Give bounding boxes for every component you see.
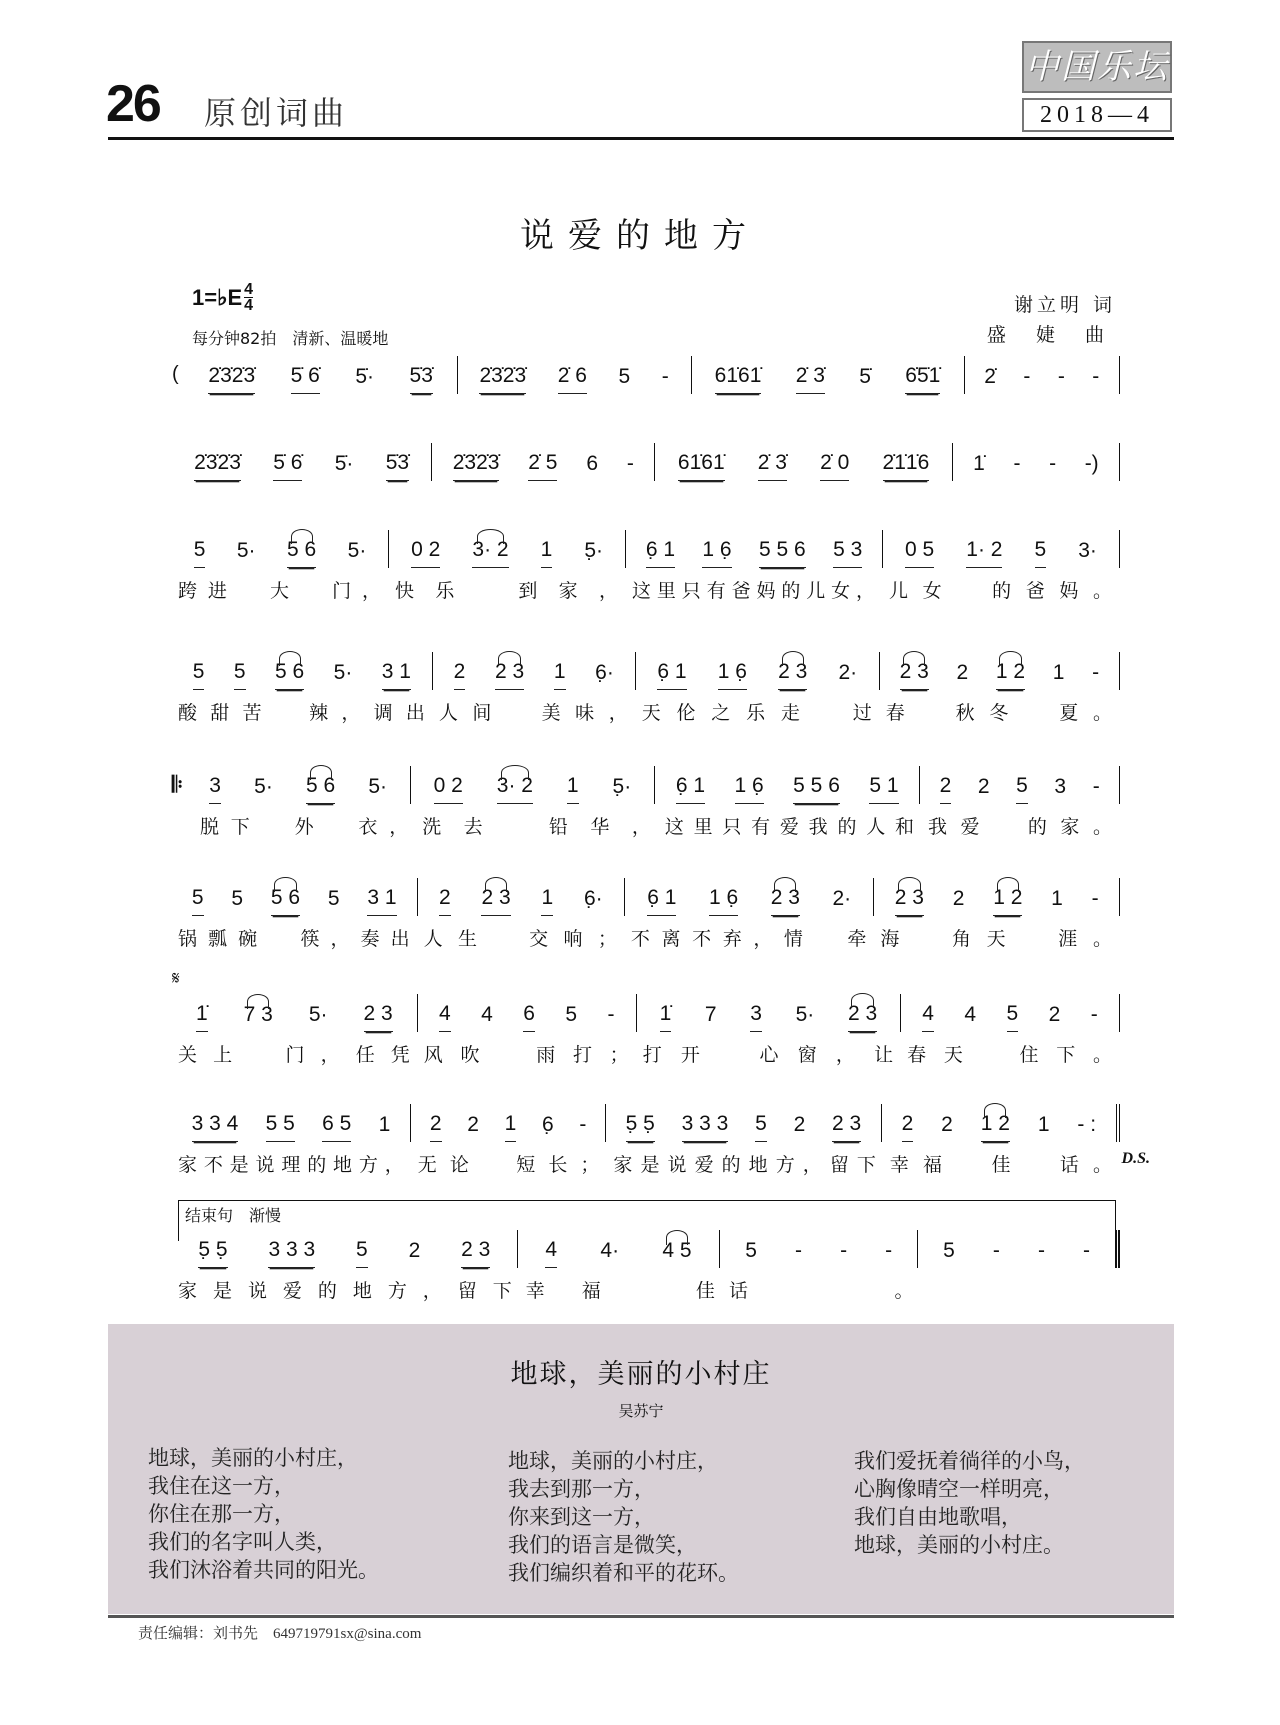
note: 5̣ 5̣: [626, 1113, 655, 1142]
note: -: [1023, 365, 1031, 388]
note: 6̣ 1: [646, 539, 675, 568]
note: 5: [192, 887, 204, 916]
time-bottom: 4: [244, 297, 254, 314]
note: 5·: [347, 539, 367, 562]
note: 7: [704, 1003, 717, 1026]
note: 5·: [368, 775, 388, 798]
note: 6̣·: [595, 661, 614, 684]
measure: [172, 652, 433, 690]
poem-line: 地球，美丽的小村庄。: [854, 1533, 1064, 1557]
lyrics-line: [172, 698, 1120, 728]
note: 5 5 6: [793, 775, 840, 804]
note: 5: [356, 1239, 368, 1268]
note: 5 6: [287, 539, 316, 568]
note: 5·: [308, 1003, 328, 1026]
note: 5: [745, 1239, 757, 1262]
note: 3 1: [382, 661, 411, 690]
measure-lyrics: 春 秋冬 夏。: [885, 702, 1115, 724]
measure: [965, 356, 1120, 394]
note: 6: [523, 1003, 535, 1032]
note: -: [661, 365, 669, 388]
note: 5: [1016, 775, 1028, 804]
score-row: [172, 968, 1120, 1070]
note: 6: [586, 452, 599, 475]
measure-lyrics: 这里只有爸妈的儿女，: [632, 580, 877, 602]
measure: [172, 530, 389, 568]
notes-line: [172, 766, 1120, 804]
note: 2̇ 3̇: [758, 452, 787, 481]
note: -: [1092, 365, 1100, 388]
dal-segno: D.S.: [1121, 1150, 1150, 1167]
measure-lyrics: 天伦之乐走 过: [641, 702, 874, 724]
note: 5: [943, 1239, 955, 1262]
measure: [882, 1104, 1120, 1142]
measure: [172, 443, 432, 481]
measure: [606, 1104, 881, 1142]
note: 5̣·: [584, 539, 604, 562]
note: 4: [545, 1239, 557, 1268]
measure: [185, 356, 458, 394]
note: 4 5: [662, 1240, 691, 1268]
lyric-spacer: [172, 402, 186, 432]
footer-rule: [108, 1615, 1174, 1618]
note: 2 3: [848, 1003, 877, 1032]
note: 1 6̣: [718, 661, 747, 690]
measure: [883, 530, 1120, 568]
note: 2: [952, 887, 965, 910]
note: 3: [209, 775, 221, 804]
note: 3 3 3: [268, 1239, 315, 1268]
note: 2: [956, 661, 969, 684]
note: 5̇·: [355, 365, 375, 388]
note: 2: [408, 1239, 421, 1262]
poem-line: 我们沐浴着共同的阳光。: [148, 1558, 379, 1582]
note: 5: [565, 1003, 578, 1026]
measure-lyrics: 幸福 佳: [525, 1280, 717, 1302]
note: -: [992, 1239, 1000, 1262]
note: 5 6: [275, 661, 304, 690]
note: -: [626, 452, 634, 475]
note: 5·: [236, 539, 256, 562]
header-rule: [108, 137, 1174, 140]
note: 5: [618, 365, 631, 388]
note: 5: [327, 887, 340, 910]
measure-lyrics: 人生 交响；: [423, 928, 619, 950]
measure-lyrics: 洗去 铅华，: [422, 816, 653, 838]
measure: [880, 652, 1120, 690]
note: 3·: [1078, 539, 1097, 562]
note: 1̇: [973, 452, 985, 475]
note: 0 2: [411, 539, 440, 568]
time-top: 4: [244, 281, 254, 298]
measure: [655, 766, 920, 804]
note: 3: [1054, 775, 1067, 798]
note: 1· 2: [966, 539, 1002, 568]
note: 6̣·: [583, 887, 603, 910]
poem-line: 我们爱抚着徜徉的小鸟，: [854, 1449, 1085, 1473]
measure-lyrics: [692, 402, 965, 432]
measure: [172, 1104, 411, 1142]
note: 2·: [832, 887, 852, 910]
composer-credit: 盛 婕 曲: [986, 324, 1116, 346]
measure-lyrics: 快乐 到家，: [395, 580, 621, 602]
note: 5·: [333, 661, 353, 684]
note: 3: [750, 1003, 762, 1032]
measure-lyrics: [965, 402, 1120, 432]
measure: [458, 356, 692, 394]
magazine-logo: 中国乐坛: [1022, 41, 1172, 93]
editor-credit: 责任编辑：刘书先 649719791sx@sina.com: [138, 1626, 422, 1642]
note: - :: [1077, 1113, 1097, 1136]
note: 1: [554, 661, 566, 690]
open-paren: (: [172, 363, 179, 385]
note: -: [1092, 775, 1100, 798]
measure-lyrics: 家不是说理的地方，: [178, 1154, 406, 1176]
measure-lyrics: [186, 402, 459, 432]
poem-line: 我去到那一方，: [508, 1477, 655, 1501]
note: 2: [1048, 1003, 1061, 1026]
note: 1 2: [981, 1113, 1010, 1142]
note: 2: [439, 887, 451, 916]
note: -: [1082, 1239, 1090, 1262]
note: 3· 2: [472, 539, 508, 568]
measure-lyrics: 家是说爱的地方，留下: [613, 1154, 878, 1176]
measure: [411, 1104, 606, 1142]
measure-lyrics: [432, 489, 655, 519]
measure-lyrics: 酸甜苦 辣，调出: [178, 702, 427, 724]
poem-line: 你住在那一方，: [148, 1502, 295, 1526]
measure: [411, 766, 656, 804]
song-title: 说爱的地方: [520, 216, 760, 256]
note: -: [1013, 452, 1021, 475]
measure: [432, 443, 655, 481]
notes-line: [172, 356, 1120, 394]
poem-column-3: [854, 1447, 1085, 1559]
note: 2: [454, 661, 466, 690]
lyricist-credit: 谢立明 词: [1013, 294, 1116, 316]
lyrics-line: [172, 1276, 1120, 1306]
note: 5: [1035, 539, 1047, 568]
poem-column-2: [508, 1447, 739, 1587]
poem-line: 我们自由地歌唱，: [854, 1505, 1022, 1529]
measure-lyrics: 脱下 外 衣，: [200, 816, 411, 838]
measure: [172, 878, 418, 916]
measure-lyrics: 春天 住下。: [907, 1044, 1114, 1066]
ending-bracket: [178, 1200, 1116, 1241]
measure-lyrics: 锅瓢碗 筷，奏出: [178, 928, 412, 950]
score-row: [172, 356, 1120, 432]
note: -: [1091, 887, 1099, 910]
note: 5̇: [859, 365, 871, 388]
lyrics-line: [172, 1040, 1120, 1070]
measure: [187, 766, 411, 804]
note: 2 3: [481, 887, 510, 916]
note: 3· 2: [497, 775, 533, 804]
measure: [637, 994, 901, 1032]
note: 1: [1051, 887, 1063, 910]
poem-author: 吴苏宁: [618, 1402, 664, 1420]
note: 2: [941, 1113, 953, 1136]
score-row: [172, 443, 1120, 519]
repeat-start-sign: 𝄆: [172, 772, 183, 797]
poem-line: 我住在这一方，: [148, 1474, 295, 1498]
measure-lyrics: 关上 门，任凭: [178, 1044, 412, 1066]
lyrics-line: [172, 489, 1120, 519]
note: -: [840, 1239, 848, 1262]
note: 5: [234, 661, 246, 690]
score-row: [172, 1230, 1120, 1306]
notes-line: [172, 530, 1120, 568]
note: -: [607, 1003, 615, 1026]
note: 2: [902, 1113, 914, 1142]
note: 5 5 6: [759, 539, 806, 568]
note: 2 3: [895, 887, 924, 916]
note: -: [885, 1239, 893, 1262]
measure-lyrics: 家是说爱的地方，留下: [178, 1280, 514, 1302]
note: 2 3: [461, 1239, 490, 1268]
note: 2: [940, 775, 952, 804]
measure: [953, 443, 1120, 481]
measure-lyrics: 这里只有爱我的人和: [664, 816, 916, 838]
measure-lyrics: 风吹 雨打；: [423, 1044, 631, 1066]
key-signature: [192, 282, 253, 313]
note: 7 3: [244, 1004, 273, 1032]
measure: [172, 994, 418, 1032]
measure-lyrics: 打开 心窗，让: [642, 1044, 896, 1066]
poem-line: 我们的名字叫人类，: [148, 1530, 337, 1554]
lyrics-line: [172, 924, 1120, 954]
measure-lyrics: 话。: [728, 1280, 916, 1302]
note: 2̇3̇2̇3̇: [208, 365, 255, 394]
note: -: [1090, 1003, 1098, 1026]
poem-line: 我们的语言是微笑，: [508, 1533, 697, 1557]
note: 0 2: [434, 775, 463, 804]
notes-line: [172, 443, 1120, 481]
note: -: [579, 1113, 587, 1136]
measure: [636, 652, 880, 690]
note: 2̇3̇2̇3̇: [479, 365, 526, 394]
segno-sign: 𝄋: [172, 968, 180, 989]
note: 2 3: [900, 661, 929, 690]
note: -: [1037, 1239, 1045, 1262]
note: 2̇ 0: [820, 452, 849, 481]
note: 5 5: [266, 1113, 295, 1142]
measure-lyrics: [953, 489, 1120, 519]
notes-line: [172, 968, 1120, 1032]
note: 1 2: [993, 887, 1022, 916]
key-label: 1=♭E: [192, 284, 243, 310]
note: -: [1092, 661, 1100, 684]
note: 2̇ 3̇: [796, 365, 825, 394]
note: 5̣·: [612, 775, 632, 798]
note: 2 3: [495, 661, 524, 690]
note: -): [1084, 452, 1099, 475]
note: 1 6̣: [702, 539, 731, 568]
note: 5: [755, 1113, 767, 1142]
note: 2 3: [771, 887, 800, 916]
time-signature: [244, 282, 253, 313]
measure: [418, 878, 625, 916]
measure-lyrics: 无论 短长；: [417, 1154, 602, 1176]
notes-line: [172, 878, 1120, 916]
note: 61̇61̇: [678, 452, 725, 481]
note: 5 1: [869, 775, 898, 804]
note: 1: [378, 1113, 391, 1136]
measure: [389, 530, 626, 568]
note: 2̇1̇1̇6: [883, 452, 930, 481]
note: 5·: [795, 1003, 815, 1026]
score-row: [172, 652, 1120, 728]
measure: [692, 356, 965, 394]
score-row: [172, 878, 1120, 954]
note: 2 3: [778, 661, 807, 690]
measure: [418, 994, 637, 1032]
poem-line: 我们编织着和平的花环。: [508, 1561, 739, 1585]
poem-title: 地球，美丽的小村庄: [510, 1359, 772, 1390]
note: 2: [793, 1113, 806, 1136]
note: 4: [481, 1003, 493, 1026]
lyric-spacer: [172, 812, 194, 842]
measure-lyrics: [921, 1276, 1120, 1306]
note: 6 5: [322, 1113, 351, 1142]
lyrics-line: [172, 812, 1120, 842]
ending-label: 结束句 渐慢: [185, 1206, 282, 1225]
note: 5̇3̇: [410, 365, 433, 394]
note: 5: [231, 887, 244, 910]
note: 5 6: [271, 887, 300, 916]
measure: [901, 994, 1120, 1032]
measure-lyrics: 人间 美味，: [438, 702, 630, 724]
measure-lyrics: 海 角天 涯。: [880, 928, 1114, 950]
note: 5: [193, 661, 205, 690]
note: 2̇ 5: [528, 452, 557, 481]
note: 5: [1007, 1003, 1019, 1032]
note: 1: [1052, 661, 1065, 684]
note: 5 6: [306, 775, 335, 804]
note: 2̇3̇2̇3̇: [194, 452, 241, 481]
note: 1: [541, 887, 553, 916]
note: 1: [1037, 1113, 1050, 1136]
measure-lyrics: [459, 402, 693, 432]
measure-lyrics: 幸福 佳 话。: [889, 1154, 1114, 1176]
note: 2 3: [364, 1003, 393, 1032]
measure: [433, 652, 636, 690]
note: 1 6̣: [735, 775, 764, 804]
note: 3 3 3: [682, 1113, 729, 1142]
note: 2̇3̇2̇3̇: [453, 452, 500, 481]
measure-lyrics: [655, 489, 953, 519]
note: 61̇61̇: [715, 365, 762, 394]
note: -: [1049, 452, 1057, 475]
notes-line: [172, 652, 1120, 690]
score-row: [172, 766, 1120, 842]
note: 4: [439, 1003, 451, 1032]
note: 2: [467, 1113, 479, 1136]
lyrics-line: [172, 402, 1120, 432]
measure: [625, 878, 874, 916]
tempo-marking: 每分钟82拍 清新、温暖地: [192, 329, 389, 348]
note: 4: [964, 1003, 977, 1026]
note: 5̇3̇: [386, 452, 409, 481]
note: 5̣ 5̣: [198, 1239, 227, 1268]
measure: [626, 530, 883, 568]
poem-line: 心胸像晴空一样明亮，: [854, 1477, 1064, 1501]
measure-lyrics: 不离不弃，情 牵: [630, 928, 869, 950]
score-row: [172, 1104, 1150, 1180]
note: 2·: [838, 661, 858, 684]
note: 6̣ 1: [657, 661, 686, 690]
note: 2: [430, 1113, 442, 1142]
note: 5̇ 6̇: [273, 452, 302, 481]
poem-line: 地球，美丽的小村庄，: [148, 1446, 358, 1470]
note: 1: [541, 539, 553, 568]
note: 5̇·: [334, 452, 354, 475]
note: 6̇5̇1̇: [905, 365, 940, 394]
lyrics-line: [172, 576, 1120, 606]
note: 1 6̣: [709, 887, 738, 916]
note: 6̣ 1: [676, 775, 705, 804]
measure: [655, 443, 953, 481]
measure: [920, 766, 1120, 804]
note: 6̣ 1: [647, 887, 676, 916]
note: 2: [977, 775, 990, 798]
note: 2̇: [984, 365, 996, 388]
note: 5 3: [833, 539, 862, 568]
issue-number: 2018—4: [1022, 98, 1172, 132]
note: 3 3 4: [192, 1113, 239, 1142]
measure-lyrics: [172, 489, 432, 519]
note: 4·: [600, 1239, 620, 1262]
measure-lyrics: 儿女 的爸妈。: [889, 580, 1114, 602]
lyrics-line: [172, 1150, 1120, 1180]
note: 1̇: [660, 1003, 672, 1032]
note: 1̇: [196, 1003, 208, 1032]
note: 1: [505, 1113, 517, 1142]
page-number: 26: [106, 75, 160, 133]
score-row: [172, 530, 1120, 606]
measure-lyrics: 我爱 的家。: [927, 816, 1114, 838]
note: 5̇ 6̇: [291, 365, 320, 394]
poem-line: 你来到这一方，: [508, 1505, 655, 1529]
note: -: [795, 1239, 803, 1262]
measure: [874, 878, 1120, 916]
note: 5: [194, 539, 206, 568]
note: 6̣: [541, 1113, 554, 1136]
note: 1: [567, 775, 579, 804]
section-title: 原创词曲: [204, 94, 349, 132]
note: 1 2: [996, 661, 1025, 690]
note: 5·: [254, 775, 273, 798]
note: 4: [922, 1003, 934, 1032]
note: 2 3: [832, 1113, 861, 1142]
note: 0 5: [905, 539, 934, 568]
note: 3 1: [367, 887, 396, 916]
poem-column-1: [148, 1444, 379, 1584]
measure-lyrics: 跨进 大 门，: [178, 580, 384, 602]
note: -: [1057, 365, 1065, 388]
note: 2̇ 6: [558, 365, 587, 394]
poem-line: 地球，美丽的小村庄，: [508, 1449, 718, 1473]
